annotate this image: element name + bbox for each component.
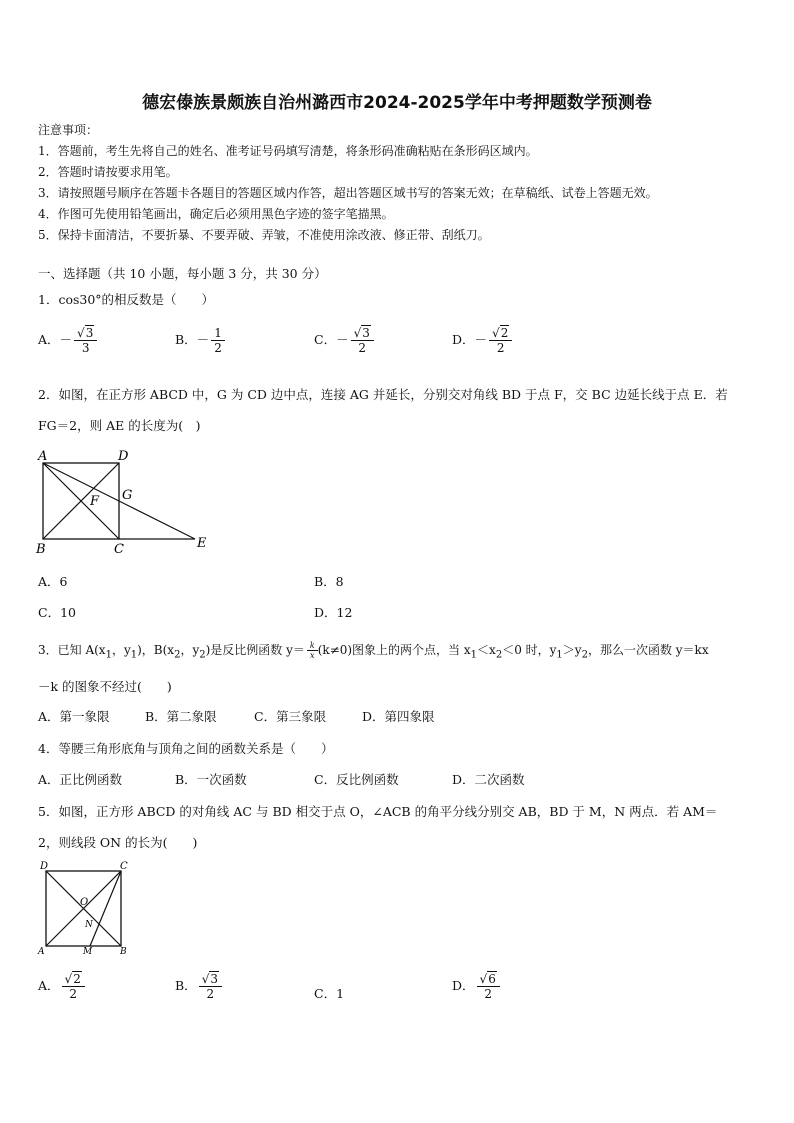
q4-option-a[interactable]: A．正比例函数 bbox=[38, 772, 123, 787]
q1-a-label: A．－ bbox=[38, 332, 73, 347]
q3-x: x bbox=[310, 651, 315, 660]
q3-stem-line1 bbox=[38, 641, 709, 660]
q5-figure bbox=[34, 860, 134, 956]
q3-option-b[interactable]: B．第二象限 bbox=[145, 709, 217, 724]
q3-text: )，B(x bbox=[137, 643, 175, 657]
note-item: 2．答题时请按要求用笔。 bbox=[38, 165, 178, 179]
q2-label-g: G bbox=[122, 488, 133, 503]
q1-b-num: 1 bbox=[211, 326, 225, 341]
q5-option-c[interactable]: C．1 bbox=[314, 986, 345, 1001]
q2-option-a[interactable]: A．6 bbox=[38, 574, 68, 589]
q3-text: ，那么一次函数 y＝kx bbox=[587, 643, 709, 657]
notes-heading: 注意事项： bbox=[38, 123, 99, 137]
q5-label-a: A bbox=[38, 947, 45, 956]
q3-text: ＜0 时，y bbox=[502, 643, 557, 657]
q3-sub: 2 bbox=[495, 649, 503, 661]
q5-b-num: 3 bbox=[210, 972, 218, 986]
q3-text: 3．已知 A(x bbox=[38, 643, 106, 657]
q3-text: ，y bbox=[111, 643, 131, 657]
q1-option-d[interactable] bbox=[452, 326, 512, 355]
q1-a-den: 3 bbox=[81, 341, 90, 355]
q3-text: ，y bbox=[180, 643, 200, 657]
q1-c-den: 2 bbox=[358, 341, 367, 355]
q3-k-over-x bbox=[307, 641, 318, 660]
q5-b-den: 2 bbox=[206, 987, 215, 1001]
q1-a-fraction: $\frac{√3}{3}$ bbox=[74, 326, 97, 355]
q3-k: k bbox=[307, 641, 318, 651]
q5-option-d[interactable] bbox=[452, 972, 500, 1001]
q2-label-d: D bbox=[118, 449, 129, 464]
q1-stem: 1．cos30°的相反数是（ ） bbox=[38, 292, 215, 307]
q2-label-a: A bbox=[38, 449, 48, 464]
q5-stem-line2: 2，则线段 ON 的长为( ) bbox=[38, 835, 198, 850]
q2-stem-line2: FG＝2，则 AE 的长度为( ) bbox=[38, 418, 201, 433]
q3-sub: 1 bbox=[105, 649, 112, 661]
q4-option-d[interactable]: D．二次函数 bbox=[452, 772, 525, 787]
q5-option-a[interactable] bbox=[38, 972, 85, 1001]
q2-option-c[interactable]: C．10 bbox=[38, 605, 76, 620]
q2-option-b[interactable]: B．8 bbox=[314, 574, 344, 589]
q3-text: ＜x bbox=[477, 643, 496, 657]
q5-label-m: M bbox=[83, 947, 93, 956]
q1-b-fraction bbox=[211, 326, 225, 355]
q1-option-c[interactable] bbox=[314, 326, 374, 355]
q2-figure bbox=[34, 446, 224, 558]
q5-d-den: 2 bbox=[484, 987, 492, 1001]
q1-c-label: C．－ bbox=[314, 332, 349, 347]
q2-option-d[interactable]: D．12 bbox=[314, 605, 353, 620]
q5-label-c: C bbox=[120, 861, 128, 872]
q2-label-e: E bbox=[197, 536, 207, 551]
q5-a-label: A． bbox=[38, 978, 60, 993]
q3-text: (k≠0)图象上的两个点，当 x bbox=[317, 643, 471, 657]
q5-b-fraction: $\frac{√3}{2}$ bbox=[199, 972, 222, 1001]
note-item: 1．答题前，考生先将自己的姓名、准考证号码填写清楚，将条形码准确粘贴在条形码区域内。 bbox=[38, 144, 538, 158]
q5-d-num: 6 bbox=[488, 972, 496, 986]
q3-text: ＞y bbox=[562, 643, 582, 657]
q1-d-den: 2 bbox=[496, 341, 505, 355]
q3-sub: 2 bbox=[199, 649, 206, 661]
q1-c-num: 3 bbox=[362, 326, 370, 340]
note-item: 4．作图可先使用铅笔画出，确定后必须用黑色字迹的签字笔描黑。 bbox=[38, 207, 394, 221]
q4-option-c[interactable]: C．反比例函数 bbox=[314, 772, 399, 787]
q2-stem-line1: 2．如图，在正方形 ABCD 中，G 为 CD 边中点，连接 AG 并延长，分别交对角线 BD 于点 F，交 BC 边延长线于点 E．若 bbox=[38, 387, 728, 402]
q5-b-label: B． bbox=[175, 978, 197, 993]
q3-option-a[interactable]: A．第一象限 bbox=[38, 709, 110, 724]
q4-stem: 4．等腰三角形底角与顶角之间的函数关系是（ ） bbox=[38, 741, 334, 756]
q5-a-fraction: $\frac{√2}{2}$ bbox=[62, 972, 85, 1001]
q2-label-f: F bbox=[90, 494, 100, 509]
q3-option-c[interactable]: C．第三象限 bbox=[254, 709, 327, 724]
q3-option-d[interactable]: D．第四象限 bbox=[362, 709, 435, 724]
q1-d-label: D．－ bbox=[452, 332, 488, 347]
note-item: 3．请按照题号顺序在答题卡各题目的答题区域内作答，超出答题区域书写的答案无效；在草稿纸、试卷上答题无效。 bbox=[38, 186, 658, 200]
q3-text: )是反比例函数 y＝ bbox=[205, 643, 305, 657]
q1-option-a[interactable] bbox=[38, 326, 97, 355]
q5-option-b[interactable] bbox=[175, 972, 222, 1001]
q5-d-fraction: $\frac{√6}{2}$ bbox=[477, 972, 500, 1001]
q5-label-o: O bbox=[80, 897, 89, 908]
q1-option-b[interactable] bbox=[175, 326, 225, 355]
q3-sub: 2 bbox=[581, 649, 588, 661]
q2-label-b: B bbox=[36, 542, 46, 557]
q5-label-n: N bbox=[85, 920, 93, 930]
page-title: 德宏傣族景颇族自治州潞西市2024-2025学年中考押题数学预测卷 bbox=[142, 93, 652, 113]
q5-a-den: 2 bbox=[69, 987, 77, 1001]
q1-b-label: B．－ bbox=[175, 332, 210, 347]
section-heading: 一、选择题（共 10 小题，每小题 3 分，共 30 分） bbox=[38, 266, 327, 281]
q5-d-label: D． bbox=[452, 978, 475, 993]
q4-option-b[interactable]: B．一次函数 bbox=[175, 772, 247, 787]
q3-sub: 1 bbox=[130, 649, 138, 661]
q1-d-fraction: $\frac{√2}{2}$ bbox=[489, 326, 512, 355]
q5-bisector-cm bbox=[90, 871, 121, 946]
note-item: 5．保持卡面清洁，不要折暴、不要弄破、弄皱，不准使用涂改液、修正带、刮纸刀。 bbox=[38, 228, 490, 242]
q5-label-b: B bbox=[120, 947, 127, 956]
q1-b-den: 2 bbox=[214, 341, 222, 355]
q5-label-d: D bbox=[40, 861, 49, 872]
q1-d-num: 2 bbox=[500, 326, 509, 340]
q3-sub: 1 bbox=[470, 649, 478, 661]
q3-sub: 1 bbox=[556, 649, 563, 661]
q5-a-num: 2 bbox=[73, 972, 81, 986]
q5-stem-line1: 5．如图，正方形 ABCD 的对角线 AC 与 BD 相交于点 O，∠ACB 的角平分线分别交 AB，BD 于 M，N 两点．若 AM＝ bbox=[38, 804, 718, 819]
q3-sub: 2 bbox=[174, 649, 181, 661]
notes-block bbox=[38, 120, 778, 246]
q2-label-c: C bbox=[114, 542, 124, 557]
q1-c-fraction: $\frac{√3}{2}$ bbox=[351, 326, 374, 355]
q3-stem-line2: －k 的图象不经过( ) bbox=[38, 679, 172, 694]
q1-a-num: 3 bbox=[85, 326, 94, 340]
